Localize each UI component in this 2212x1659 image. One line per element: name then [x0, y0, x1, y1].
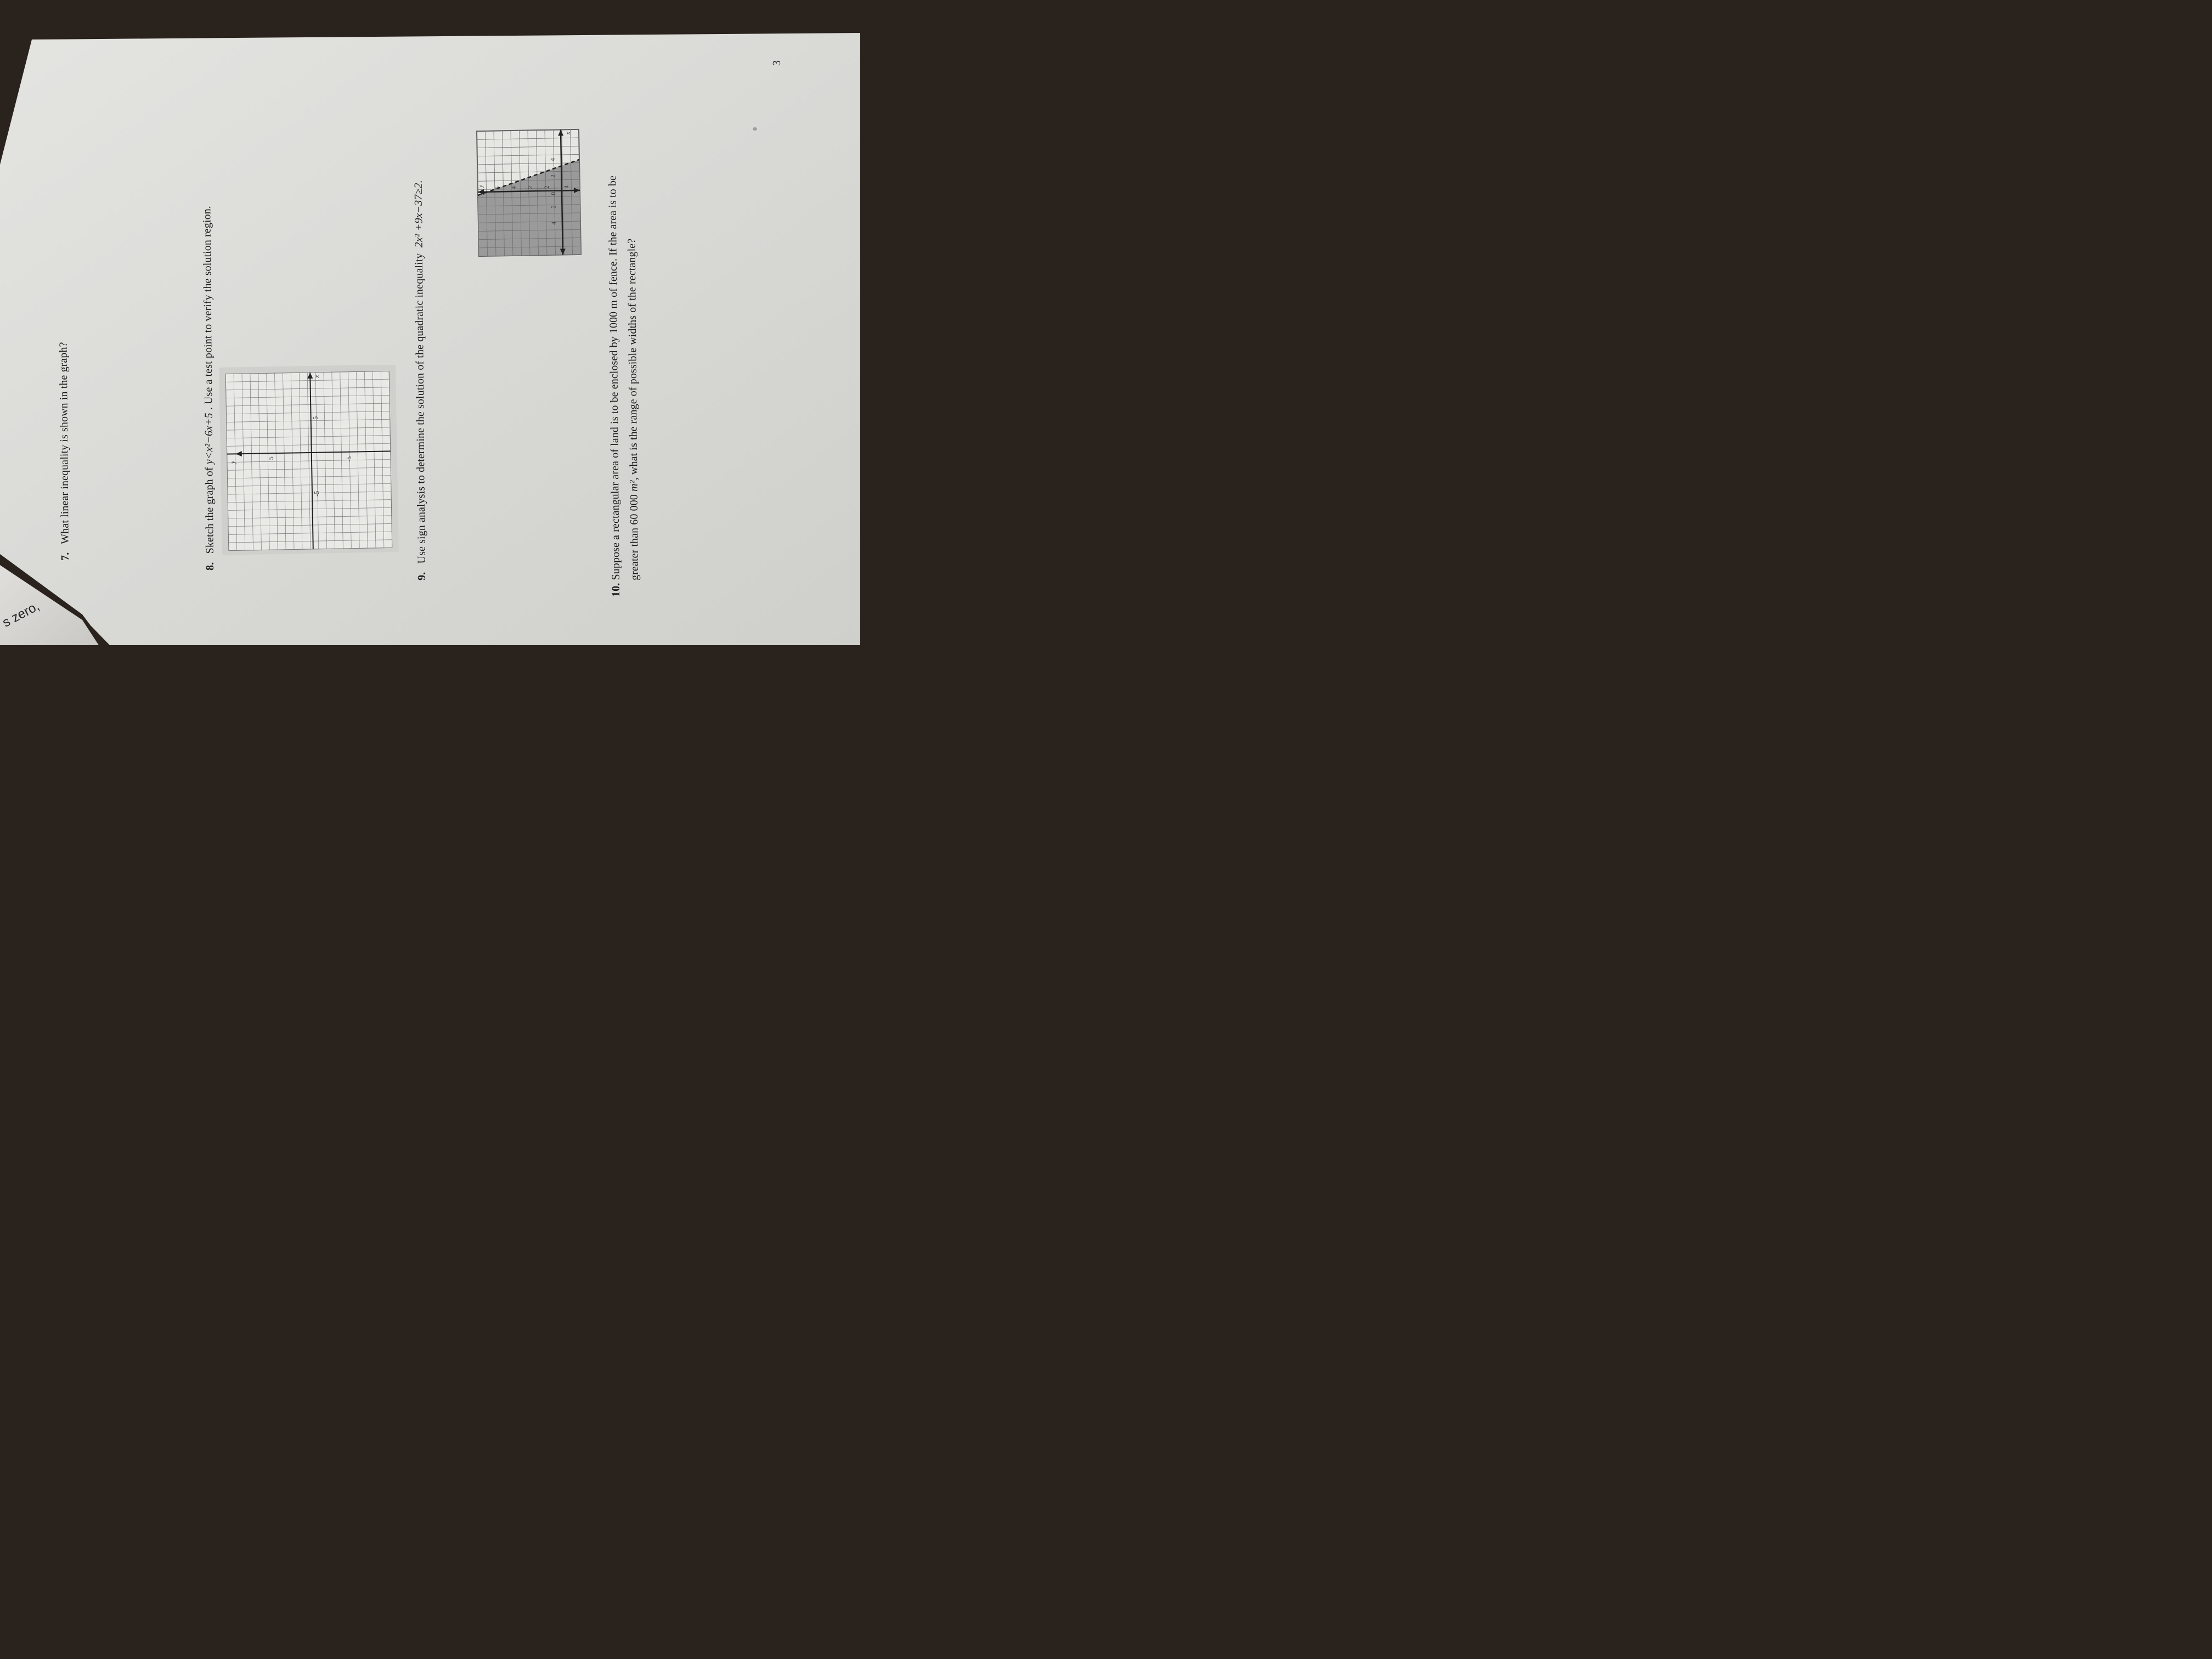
- graph-q7-tick-label: 2: [527, 185, 534, 189]
- graph-q7-tick-label: 2: [550, 174, 557, 178]
- question-8-math: y<x²−6x+5: [202, 413, 216, 465]
- graph-q7-tick-label: 0: [550, 192, 557, 195]
- question-9-number: 9.: [415, 572, 428, 580]
- graph-q7-tick-label: 2: [543, 185, 550, 189]
- page-number: 3: [770, 60, 783, 66]
- question-8-text-before: Sketch the graph of: [203, 467, 216, 554]
- question-8-number: 8.: [204, 562, 216, 571]
- question-8-text-after: . Use a test point to verify the solution region.: [201, 206, 215, 410]
- graph-q7-tick-label: 2: [550, 205, 557, 208]
- question-10-text-line-2-after: , what is the range of possible widths of the rectangle?: [625, 238, 640, 481]
- graph-q8: [219, 365, 400, 557]
- graph-q8-tick-label: 5: [267, 456, 275, 460]
- graph-q7-tick-label: 4: [550, 222, 558, 225]
- question-7-text: What linear inequality is shown in the graph?: [57, 342, 71, 544]
- question-9-text: Use sign analysis to determine the solution of the quadratic inequality: [413, 253, 428, 564]
- graph-q8-axis-label-x: x: [313, 375, 321, 378]
- question-7-number: 7.: [59, 552, 71, 561]
- question-10-number: 10.: [610, 583, 622, 597]
- graph-q7-tick-label: 6: [494, 186, 501, 190]
- question-10-line-2: [626, 239, 641, 580]
- graph-q8-tick-label: -5: [345, 456, 353, 462]
- graph-q7-tick-label: 4: [549, 158, 556, 161]
- question-9: [413, 180, 428, 580]
- graph-q8-axis-label-y: y: [228, 461, 237, 464]
- question-10-math: m²: [628, 480, 640, 492]
- graph-q8-tick-label: -5: [312, 490, 321, 496]
- question-8: [201, 206, 217, 571]
- question-7: [58, 342, 72, 561]
- graph-q7-tick-label: 4: [510, 186, 517, 190]
- question-10-text-line-2-before: greater than 60 000: [628, 494, 641, 580]
- photo-scene: [0, 0, 860, 645]
- graph-q7-tick-label: 4: [563, 185, 570, 189]
- question-10-text-line-1: Suppose a rectangular area of land is to be enclosed by 1000 m of fence. If the area is to be: [606, 176, 622, 580]
- under-page-text: s zero,: [0, 599, 42, 630]
- graph-q7-axis-label-y: y: [477, 184, 484, 188]
- graph-q7-axis-label-x: x: [565, 132, 572, 135]
- question-9-math: 2x² +9x−37≥2.: [412, 180, 425, 248]
- ink-spot: [753, 127, 757, 131]
- graph-q8-tick-label: 5: [311, 416, 319, 420]
- graph-q7: [475, 127, 612, 259]
